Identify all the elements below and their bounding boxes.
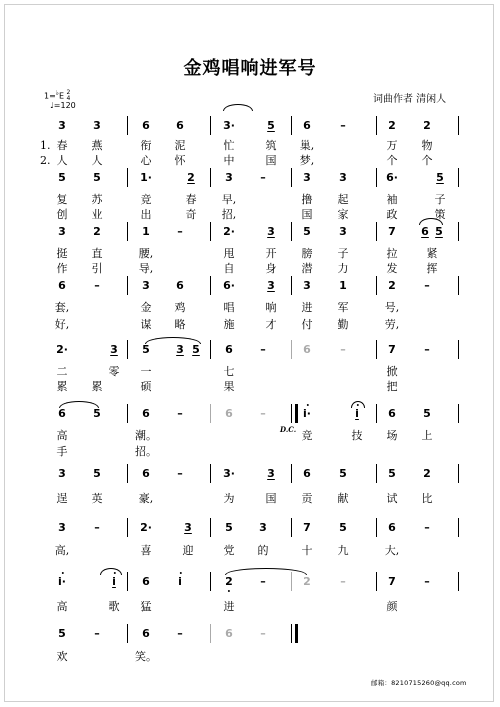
note: 6 [142, 467, 150, 480]
lyric-char: 挺 [56, 247, 68, 260]
lyric-char: 好, [54, 318, 70, 331]
note: 3 [339, 171, 347, 184]
note: 6 [142, 407, 150, 420]
note: – [177, 407, 183, 420]
barline [210, 222, 211, 241]
barline [376, 168, 377, 187]
lyric-char: 拉 [386, 247, 398, 260]
final-bar-thin [291, 624, 292, 643]
final-bar-thick [295, 624, 298, 643]
lyric-char: 高, [54, 544, 70, 557]
barline [291, 340, 292, 359]
barline [458, 340, 459, 359]
lyric-char: 欢 [56, 650, 68, 663]
barline [127, 340, 128, 359]
lyric-char: 掀 [386, 365, 398, 378]
lyric-char: 家 [337, 208, 349, 221]
lyric-char: 心 [140, 154, 152, 167]
note: – [94, 521, 100, 534]
verse-number: 1. [40, 139, 51, 152]
note: – [260, 171, 266, 184]
lyric-char: 九 [337, 544, 349, 557]
lyric-char: 笑。 [135, 650, 157, 663]
note: 5 [423, 407, 431, 420]
lyric-char: 人 [91, 154, 103, 167]
lyric-char: 军 [337, 301, 349, 314]
lyric-char: 发 [386, 262, 398, 275]
lyric-char: 燕 [91, 139, 103, 152]
note: 5 [388, 467, 396, 480]
lyric-char: 梦, [299, 154, 315, 167]
note: 5 [339, 521, 347, 534]
note: 7 [303, 521, 311, 534]
lyric-char: 响 [265, 301, 277, 314]
barline [210, 624, 211, 643]
note: 3 [93, 119, 101, 132]
barline [291, 222, 292, 241]
barline [127, 518, 128, 537]
note: 2 [93, 225, 101, 238]
barline [458, 518, 459, 537]
composer-credit: 词曲作者 清闲人 [373, 94, 447, 105]
note: 6 [303, 119, 311, 132]
barline [291, 518, 292, 537]
verse-number: 2. [40, 154, 51, 167]
note: 6 [225, 407, 233, 420]
lyric-char: 作 [56, 262, 68, 275]
note: 6 [142, 119, 150, 132]
lyric-char: 早, [221, 193, 237, 206]
lyric-char: 党 [223, 544, 235, 557]
quarter-note-icon: ♩ [50, 101, 54, 110]
barline [458, 276, 459, 295]
note: 5 [142, 343, 150, 356]
note: 6 [225, 343, 233, 356]
note: 7 [388, 343, 396, 356]
note: 6 [142, 627, 150, 640]
lyric-char: 国 [301, 208, 313, 221]
tempo-value: =120 [53, 101, 76, 110]
lyric-char: 人 [56, 154, 68, 167]
barline [210, 340, 211, 359]
song-title: 金鸡唱响进军号 [183, 58, 317, 79]
lyric-char: 直 [91, 247, 103, 260]
barline [291, 116, 292, 135]
note: 5 [339, 467, 347, 480]
lyric-char: 累 [91, 380, 103, 393]
lyric-char: 招, [221, 208, 237, 221]
lyric-char: 大, [384, 544, 400, 557]
note: 1 [339, 279, 347, 292]
lyric-char: 喜 [140, 544, 152, 557]
barline [458, 464, 459, 483]
barline [458, 168, 459, 187]
note: 5 [435, 225, 443, 238]
note: – [340, 119, 346, 132]
note: 3 [58, 225, 66, 238]
note: – [424, 575, 430, 588]
note: i· [58, 575, 66, 588]
note: 1 [142, 225, 150, 238]
lyric-char: 勤 [337, 318, 349, 331]
barline [127, 404, 128, 423]
lyric-char: 猛 [140, 600, 152, 613]
lyric-char: 零 [108, 365, 120, 378]
barline [127, 222, 128, 241]
note: 2· [223, 225, 235, 238]
lyric-char: 万 [386, 139, 398, 152]
barline [210, 404, 211, 423]
lyric-char: 逞 [56, 492, 68, 505]
note: 2 [423, 467, 431, 480]
lyric-char: 果 [223, 380, 235, 393]
note: i· [303, 407, 311, 420]
tempo-mark [50, 101, 76, 110]
note: – [340, 575, 346, 588]
note: – [260, 343, 266, 356]
barline [291, 168, 292, 187]
lyric-char: 巢, [299, 139, 315, 152]
slur [419, 218, 443, 225]
note: – [94, 627, 100, 640]
lyric-char: 个 [421, 154, 433, 167]
barline [291, 464, 292, 483]
slur [223, 104, 253, 111]
lyric-char: 复 [56, 193, 68, 206]
lyric-char: 略 [174, 318, 186, 331]
note: 6 [176, 119, 184, 132]
note: 3· [223, 119, 235, 132]
note: – [177, 225, 183, 238]
note: 2 [423, 119, 431, 132]
note: 6 [388, 407, 396, 420]
barline [376, 116, 377, 135]
lyric-char: 二 [56, 365, 68, 378]
lyric-char: 潜 [301, 262, 313, 275]
barline [458, 572, 459, 591]
slur [351, 401, 365, 408]
lyric-char: 筑 [265, 139, 277, 152]
note: 2 [303, 575, 311, 588]
barline [210, 572, 211, 591]
lyric-char: 七 [223, 365, 235, 378]
note: 3 [225, 171, 233, 184]
slur [145, 337, 201, 344]
note: 3· [223, 467, 235, 480]
lyric-char: 竞 [140, 193, 152, 206]
double-bar-thick [295, 404, 298, 423]
note: – [177, 627, 183, 640]
note: i [355, 407, 359, 420]
note: 6· [386, 171, 398, 184]
note: 2 [388, 279, 396, 292]
lyric-char: 苏 [91, 193, 103, 206]
note: i [178, 575, 182, 588]
note: 3 [58, 467, 66, 480]
lyric-char: 国 [265, 154, 277, 167]
lyric-char: 累 [56, 380, 68, 393]
barline [376, 404, 377, 423]
barline [127, 168, 128, 187]
lyric-char: 国 [265, 492, 277, 505]
lyric-char: 奇 [185, 208, 197, 221]
note: 5 [58, 171, 66, 184]
note: – [424, 343, 430, 356]
repeat-sign-dc: D.C. [280, 425, 297, 434]
note: 3 [110, 343, 118, 356]
note: 5 [93, 171, 101, 184]
lyric-char: 技 [351, 429, 363, 442]
lyric-char: 忙 [223, 139, 235, 152]
note: 3 [339, 225, 347, 238]
note: 1· [140, 171, 152, 184]
note: 6· [223, 279, 235, 292]
note: 6 [225, 627, 233, 640]
barline [458, 116, 459, 135]
lyric-char: 的 [257, 544, 269, 557]
note: 6 [303, 343, 311, 356]
note: 6 [388, 521, 396, 534]
lyric-char: 一 [140, 365, 152, 378]
note: 3 [267, 467, 275, 480]
note: 2· [56, 343, 68, 356]
key-note: E [58, 91, 64, 101]
lyric-char: 怀 [174, 154, 186, 167]
lyric-char: 春 [56, 139, 68, 152]
lyric-char: 上 [421, 429, 433, 442]
lyric-char: 招。 [135, 445, 157, 458]
note: – [260, 407, 266, 420]
barline [210, 518, 211, 537]
slur [100, 568, 122, 575]
barline [376, 572, 377, 591]
note: – [94, 279, 100, 292]
lyric-char: 子 [434, 193, 446, 206]
note: 5 [436, 171, 444, 184]
barline [376, 464, 377, 483]
lyric-char: 号, [384, 301, 400, 314]
note: 3 [303, 279, 311, 292]
note: 2 [187, 171, 195, 184]
lyric-char: 袖 [386, 193, 398, 206]
note: 3 [267, 279, 275, 292]
barline [127, 276, 128, 295]
lyric-char: 英 [91, 492, 103, 505]
lyric-char: 把 [386, 380, 398, 393]
lyric-char: 比 [421, 492, 433, 505]
lyric-char: 物 [421, 139, 433, 152]
barline [210, 464, 211, 483]
note: 3 [142, 279, 150, 292]
note: 3 [176, 343, 184, 356]
note: 6 [58, 407, 66, 420]
time-bottom: 4 [66, 95, 71, 103]
lyric-char: 高 [56, 600, 68, 613]
lyric-char: 谋 [140, 318, 152, 331]
lyric-char: 献 [337, 492, 349, 505]
lyric-char: 策 [434, 208, 446, 221]
lyric-char: 潮。 [135, 429, 157, 442]
slur [59, 401, 99, 408]
lyric-char: 春 [185, 193, 197, 206]
lyric-char: 挥 [426, 262, 438, 275]
lyric-char: 子 [337, 247, 349, 260]
note: 7 [388, 575, 396, 588]
lyric-char: 场 [386, 429, 398, 442]
barline [291, 276, 292, 295]
lyric-char: 甩 [223, 247, 235, 260]
note: – [340, 343, 346, 356]
lyric-char: 个 [386, 154, 398, 167]
note: 3 [267, 225, 275, 238]
lyric-char: 才 [265, 318, 277, 331]
note: 3 [58, 521, 66, 534]
note: – [424, 521, 430, 534]
slur [225, 568, 307, 575]
barline [376, 518, 377, 537]
lyric-char: 创 [56, 208, 68, 221]
lyric-char: 泥 [174, 139, 186, 152]
note: 3 [303, 171, 311, 184]
barline [210, 168, 211, 187]
time-top: 2 [66, 89, 71, 97]
lyric-char: 硕 [140, 380, 152, 393]
barline [210, 116, 211, 135]
lyric-char: 豪, [138, 492, 154, 505]
note: 6 [421, 225, 429, 238]
lyric-char: 身 [265, 262, 277, 275]
note: – [260, 627, 266, 640]
barline [127, 116, 128, 135]
lyric-char: 歌 [108, 600, 120, 613]
note: 3 [184, 521, 192, 534]
barline [210, 276, 211, 295]
lyric-char: 膀 [301, 247, 313, 260]
lyric-char: 金 [140, 301, 152, 314]
lyric-char: 中 [223, 154, 235, 167]
note: 5 [192, 343, 200, 356]
lyric-char: 十 [301, 544, 313, 557]
lyric-char: 鸡 [174, 301, 186, 314]
note: 3 [58, 119, 66, 132]
lyric-char: 导, [138, 262, 154, 275]
lyric-char: 迎 [182, 544, 194, 557]
lyric-char: 衔 [140, 139, 152, 152]
note: i [112, 575, 116, 588]
note: 5 [267, 119, 275, 132]
lyric-char: 唱 [223, 301, 235, 314]
lyric-char: 业 [91, 208, 103, 221]
barline [376, 340, 377, 359]
lyric-char: 撸 [301, 193, 313, 206]
note: – [177, 467, 183, 480]
footer-email: 邮箱：8210715260@qq.com [371, 679, 467, 687]
flat-sign: ♭ [55, 89, 59, 97]
note: 6 [176, 279, 184, 292]
lyric-char: 进 [301, 301, 313, 314]
barline [458, 222, 459, 241]
lyric-char: 政 [386, 208, 398, 221]
note: 2 [225, 575, 233, 588]
barline [376, 276, 377, 295]
lyric-char: 开 [265, 247, 277, 260]
lyric-char: 引 [91, 262, 103, 275]
barline [127, 464, 128, 483]
lyric-char: 试 [386, 492, 398, 505]
note: 5 [225, 521, 233, 534]
lyric-char: 施 [223, 318, 235, 331]
note: 3 [259, 521, 267, 534]
lyric-char: 进 [223, 600, 235, 613]
note: 6 [142, 575, 150, 588]
barline [127, 624, 128, 643]
note: – [424, 279, 430, 292]
note: 7 [388, 225, 396, 238]
lyric-char: 出 [140, 208, 152, 221]
lyric-char: 腰, [138, 247, 154, 260]
lyric-char: 付 [301, 318, 313, 331]
lyric-char: 自 [223, 262, 235, 275]
note: 2 [388, 119, 396, 132]
lyric-char: 紧 [426, 247, 438, 260]
lyric-char: 劳, [384, 318, 400, 331]
lyric-char: 套, [54, 301, 70, 314]
lyric-char: 颜 [386, 600, 398, 613]
barline [376, 222, 377, 241]
note: 5 [93, 467, 101, 480]
lyric-char: 力 [337, 262, 349, 275]
note: 5 [303, 225, 311, 238]
barline [458, 404, 459, 423]
lyric-char: 手 [56, 445, 68, 458]
lyric-char: 竞 [301, 429, 313, 442]
note: 6 [303, 467, 311, 480]
double-bar-thin [291, 404, 292, 423]
barline [127, 572, 128, 591]
lyric-char: 高 [56, 429, 68, 442]
note: 6 [58, 279, 66, 292]
note: – [260, 575, 266, 588]
key-prefix: 1= [44, 91, 56, 101]
lyric-char: 为 [223, 492, 235, 505]
note: 5 [58, 627, 66, 640]
lyric-char: 贡 [301, 492, 313, 505]
lyric-char: 起 [337, 193, 349, 206]
note: 2· [140, 521, 152, 534]
note: 5 [93, 407, 101, 420]
